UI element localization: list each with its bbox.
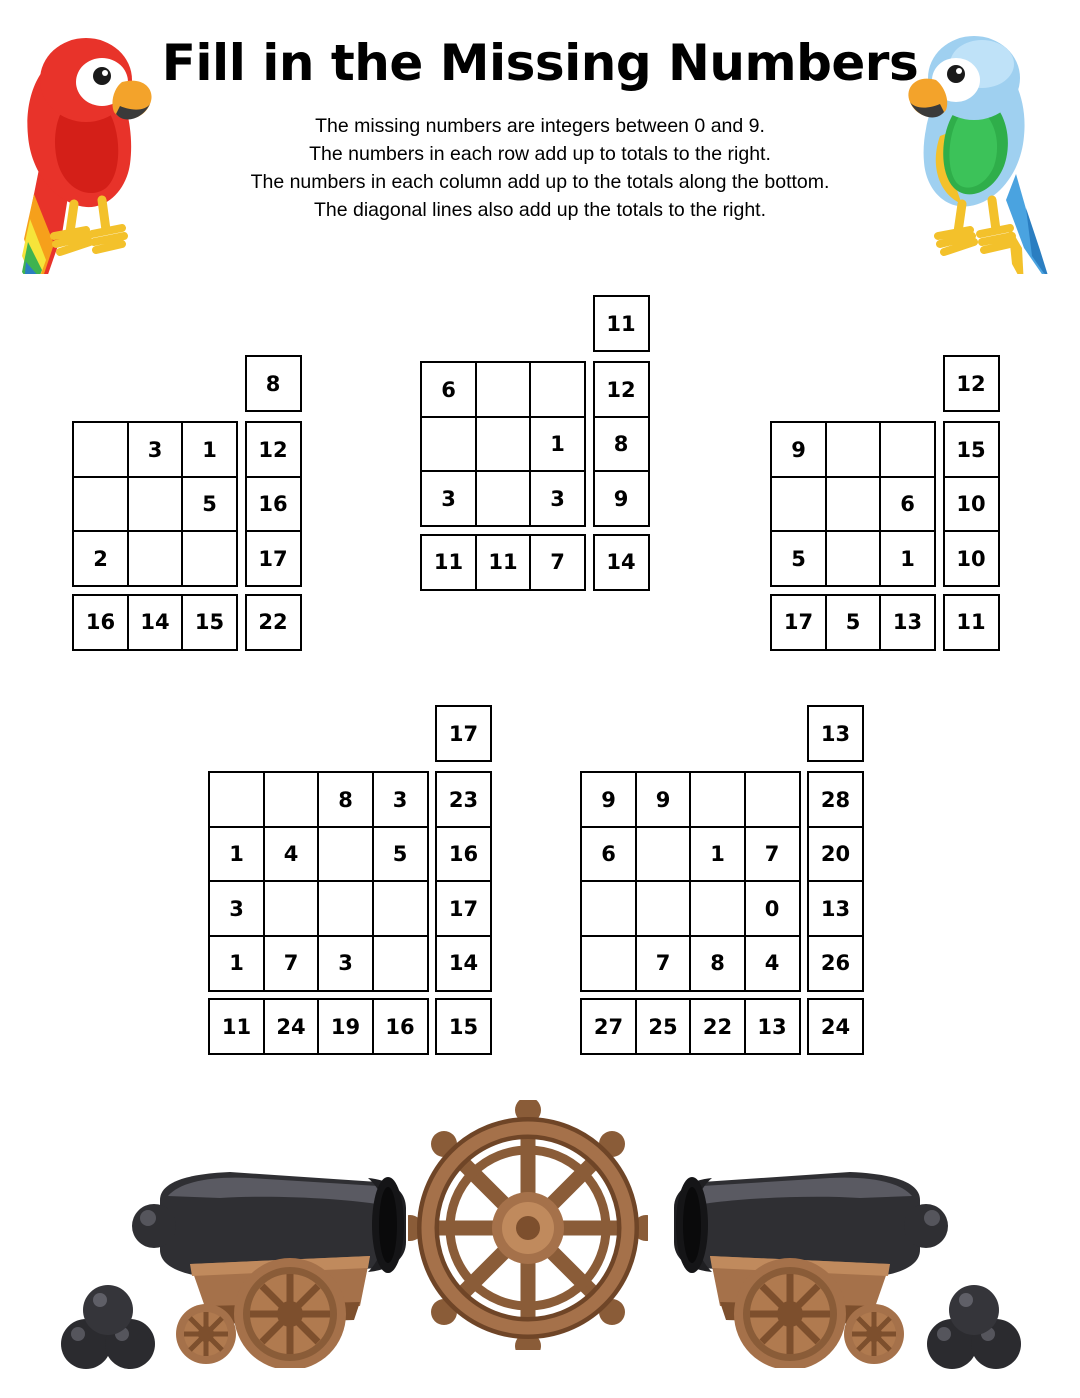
given-number-cell[interactable]: 2 (72, 530, 129, 587)
given-number-cell[interactable]: 8 (317, 771, 374, 828)
empty-answer-cell[interactable] (208, 771, 265, 828)
grid-row (208, 826, 492, 881)
given-number-cell[interactable]: 6 (879, 476, 936, 533)
row-total-cell: 17 (435, 880, 492, 937)
number-grid-puzzle (420, 295, 650, 588)
instruction-line-3: The numbers in each column add up to the totals along the bottom. (250, 171, 830, 193)
instruction-line-2: The numbers in each row add up to totals to the right. (309, 143, 771, 165)
empty-answer-cell[interactable] (372, 880, 429, 937)
column-total-cell: 25 (635, 998, 692, 1055)
given-number-cell[interactable]: 9 (580, 771, 637, 828)
given-number-cell[interactable]: 5 (770, 530, 827, 587)
grid-row (770, 476, 1000, 531)
cannon-icon (670, 1138, 960, 1373)
grid-spacer (420, 295, 595, 352)
column-totals-row (208, 998, 492, 1053)
diagonal-total-cell: 17 (435, 705, 492, 762)
grid-row (72, 530, 302, 585)
grid-row (770, 530, 1000, 585)
empty-answer-cell[interactable] (825, 530, 882, 587)
diagonal-total-cell: 11 (593, 295, 650, 352)
column-total-cell: 27 (580, 998, 637, 1055)
column-total-cell: 7 (529, 534, 586, 591)
row-total-cell: 28 (807, 771, 864, 828)
row-total-cell: 12 (245, 421, 302, 478)
instruction-line-4: The diagonal lines also add up the totals to the right. (313, 199, 767, 221)
empty-answer-cell[interactable] (879, 421, 936, 478)
column-total-cell: 13 (879, 594, 936, 651)
row-total-cell: 10 (943, 476, 1000, 533)
number-grid-puzzle (208, 705, 492, 1053)
given-number-cell[interactable]: 6 (580, 826, 637, 883)
column-total-cell: 5 (825, 594, 882, 651)
grid-row (72, 476, 302, 531)
given-number-cell[interactable]: 5 (372, 826, 429, 883)
column-total-cell: 13 (744, 998, 801, 1055)
grid-spacer (72, 355, 247, 412)
row-total-cell: 16 (245, 476, 302, 533)
column-total-cell: 22 (689, 998, 746, 1055)
given-number-cell[interactable]: 7 (263, 935, 320, 992)
anti-diagonal-total-cell: 11 (943, 594, 1000, 651)
given-number-cell[interactable]: 1 (208, 935, 265, 992)
given-number-cell[interactable]: 1 (181, 421, 238, 478)
number-grid-puzzle (72, 355, 302, 648)
empty-answer-cell[interactable] (635, 826, 692, 883)
given-number-cell[interactable]: 5 (181, 476, 238, 533)
cannonball-stack-icon (918, 1282, 1028, 1377)
grid-spacer (580, 705, 810, 762)
given-number-cell[interactable]: 0 (744, 880, 801, 937)
number-grid-puzzle (580, 705, 864, 1053)
grid-spacer (770, 355, 945, 412)
cannonball-stack-icon (52, 1282, 162, 1377)
row-total-cell: 9 (593, 470, 650, 527)
empty-answer-cell[interactable] (744, 771, 801, 828)
given-number-cell[interactable]: 3 (208, 880, 265, 937)
grid-row (420, 470, 650, 525)
row-total-cell: 10 (943, 530, 1000, 587)
given-number-cell[interactable]: 3 (127, 421, 184, 478)
empty-answer-cell[interactable] (689, 771, 746, 828)
empty-answer-cell[interactable] (317, 826, 374, 883)
empty-answer-cell[interactable] (475, 470, 532, 527)
grid-row (208, 771, 492, 826)
page-title: Fill in the Missing Numbers (161, 34, 919, 92)
empty-answer-cell[interactable] (263, 880, 320, 937)
column-total-cell: 14 (127, 594, 184, 651)
row-total-cell: 16 (435, 826, 492, 883)
empty-answer-cell[interactable] (181, 530, 238, 587)
instructions-block (140, 112, 940, 224)
grid-row (72, 421, 302, 476)
column-total-cell: 11 (208, 998, 265, 1055)
empty-answer-cell[interactable] (127, 476, 184, 533)
number-grid-puzzle (770, 355, 1000, 648)
column-totals-row (770, 594, 1000, 649)
given-number-cell[interactable]: 9 (770, 421, 827, 478)
grid-row (580, 935, 864, 990)
empty-answer-cell[interactable] (72, 476, 129, 533)
diagonal-total-cell: 13 (807, 705, 864, 762)
column-total-cell: 16 (372, 998, 429, 1055)
given-number-cell[interactable]: 1 (208, 826, 265, 883)
row-total-cell: 14 (435, 935, 492, 992)
anti-diagonal-total-cell: 15 (435, 998, 492, 1055)
given-number-cell[interactable]: 3 (529, 470, 586, 527)
row-total-cell: 26 (807, 935, 864, 992)
column-total-cell: 11 (475, 534, 532, 591)
given-number-cell[interactable]: 6 (420, 361, 477, 418)
row-total-cell: 23 (435, 771, 492, 828)
given-number-cell[interactable]: 8 (689, 935, 746, 992)
given-number-cell[interactable]: 7 (635, 935, 692, 992)
given-number-cell[interactable]: 1 (689, 826, 746, 883)
column-total-cell: 15 (181, 594, 238, 651)
empty-answer-cell[interactable] (475, 361, 532, 418)
empty-answer-cell[interactable] (825, 421, 882, 478)
grid-row (208, 880, 492, 935)
empty-answer-cell[interactable] (580, 880, 637, 937)
empty-answer-cell[interactable] (580, 935, 637, 992)
empty-answer-cell[interactable] (127, 530, 184, 587)
anti-diagonal-total-cell: 24 (807, 998, 864, 1055)
anti-diagonal-total-cell: 22 (245, 594, 302, 651)
grid-row (208, 935, 492, 990)
ship-wheel-icon (408, 1100, 648, 1355)
column-totals-row (580, 998, 864, 1053)
grid-row (420, 416, 650, 471)
grid-row (580, 880, 864, 935)
empty-answer-cell[interactable] (475, 416, 532, 473)
footer-decoration (0, 1090, 1080, 1398)
given-number-cell[interactable]: 4 (263, 826, 320, 883)
empty-answer-cell[interactable] (317, 880, 374, 937)
column-total-cell: 19 (317, 998, 374, 1055)
empty-answer-cell[interactable] (529, 361, 586, 418)
column-total-cell: 16 (72, 594, 129, 651)
given-number-cell[interactable]: 7 (744, 826, 801, 883)
column-totals-row (420, 534, 650, 589)
empty-answer-cell[interactable] (420, 416, 477, 473)
empty-answer-cell[interactable] (72, 421, 129, 478)
given-number-cell[interactable]: 1 (879, 530, 936, 587)
empty-answer-cell[interactable] (689, 880, 746, 937)
column-total-cell: 17 (770, 594, 827, 651)
empty-answer-cell[interactable] (372, 935, 429, 992)
empty-answer-cell[interactable] (825, 476, 882, 533)
given-number-cell[interactable]: 1 (529, 416, 586, 473)
row-total-cell: 12 (593, 361, 650, 418)
given-number-cell[interactable]: 3 (372, 771, 429, 828)
diagonal-total-cell: 12 (943, 355, 1000, 412)
row-total-cell: 15 (943, 421, 1000, 478)
row-total-cell: 17 (245, 530, 302, 587)
empty-answer-cell[interactable] (635, 880, 692, 937)
given-number-cell[interactable]: 9 (635, 771, 692, 828)
column-totals-row (72, 594, 302, 649)
grid-row (770, 421, 1000, 476)
grid-row (580, 771, 864, 826)
grid-spacer (208, 705, 438, 762)
grid-row (580, 826, 864, 881)
worksheet-header (0, 0, 1080, 290)
column-total-cell: 11 (420, 534, 477, 591)
diagonal-total-cell: 8 (245, 355, 302, 412)
row-total-cell: 20 (807, 826, 864, 883)
empty-answer-cell[interactable] (263, 771, 320, 828)
row-total-cell: 8 (593, 416, 650, 473)
given-number-cell[interactable]: 4 (744, 935, 801, 992)
empty-answer-cell[interactable] (770, 476, 827, 533)
given-number-cell[interactable]: 3 (420, 470, 477, 527)
column-total-cell: 24 (263, 998, 320, 1055)
anti-diagonal-total-cell: 14 (593, 534, 650, 591)
given-number-cell[interactable]: 3 (317, 935, 374, 992)
instruction-line-1: The missing numbers are integers between 0 and 9. (315, 115, 765, 137)
cannon-icon (120, 1138, 410, 1373)
grid-row (420, 361, 650, 416)
row-total-cell: 13 (807, 880, 864, 937)
